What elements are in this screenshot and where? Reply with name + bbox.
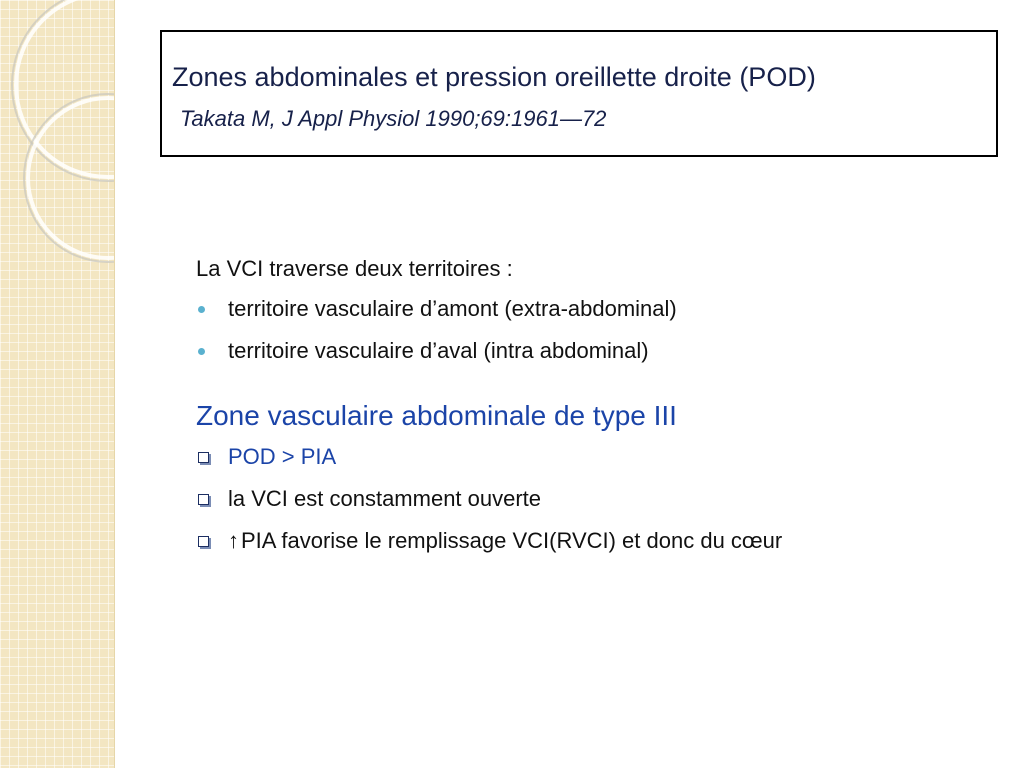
decorative-left-strip bbox=[0, 0, 115, 768]
checkbox-text: POD > PIA bbox=[228, 444, 337, 469]
list-item bbox=[196, 338, 996, 364]
slide-reference: Takata M, J Appl Physiol 1990;69:1961—72 bbox=[180, 106, 607, 131]
list-item bbox=[196, 296, 996, 322]
bullet-text: territoire vasculaire d’amont (extra-abdominal) bbox=[228, 296, 677, 321]
bullet-dot-icon bbox=[198, 348, 205, 355]
list-item bbox=[196, 528, 996, 554]
checkbox-text: la VCI est constamment ouverte bbox=[228, 486, 542, 511]
checkbox-text: PIA favorise le remplissage VCI(RVCI) et donc du cœur bbox=[241, 528, 783, 553]
bullet-dot-icon bbox=[198, 306, 205, 313]
list-item bbox=[196, 444, 996, 470]
bullet-text: territoire vasculaire d’aval (intra abdominal) bbox=[228, 338, 649, 363]
title-box bbox=[160, 30, 998, 157]
decorative-circles-icon bbox=[0, 0, 114, 768]
section-heading: Zone vasculaire abdominale de type III bbox=[196, 400, 677, 431]
slide-title: Zones abdominales et pression oreillette droite (POD) bbox=[172, 62, 816, 92]
checkbox-bullet-icon bbox=[198, 494, 209, 505]
slide-body bbox=[196, 256, 996, 570]
bullet-list bbox=[196, 296, 996, 364]
list-item bbox=[196, 486, 996, 512]
checkbox-bullet-icon bbox=[198, 452, 209, 463]
intro-text: La VCI traverse deux territoires : bbox=[196, 256, 513, 281]
checkbox-list bbox=[196, 444, 996, 554]
checkbox-bullet-icon bbox=[198, 536, 209, 547]
up-arrow-icon: ↑ bbox=[228, 528, 239, 553]
